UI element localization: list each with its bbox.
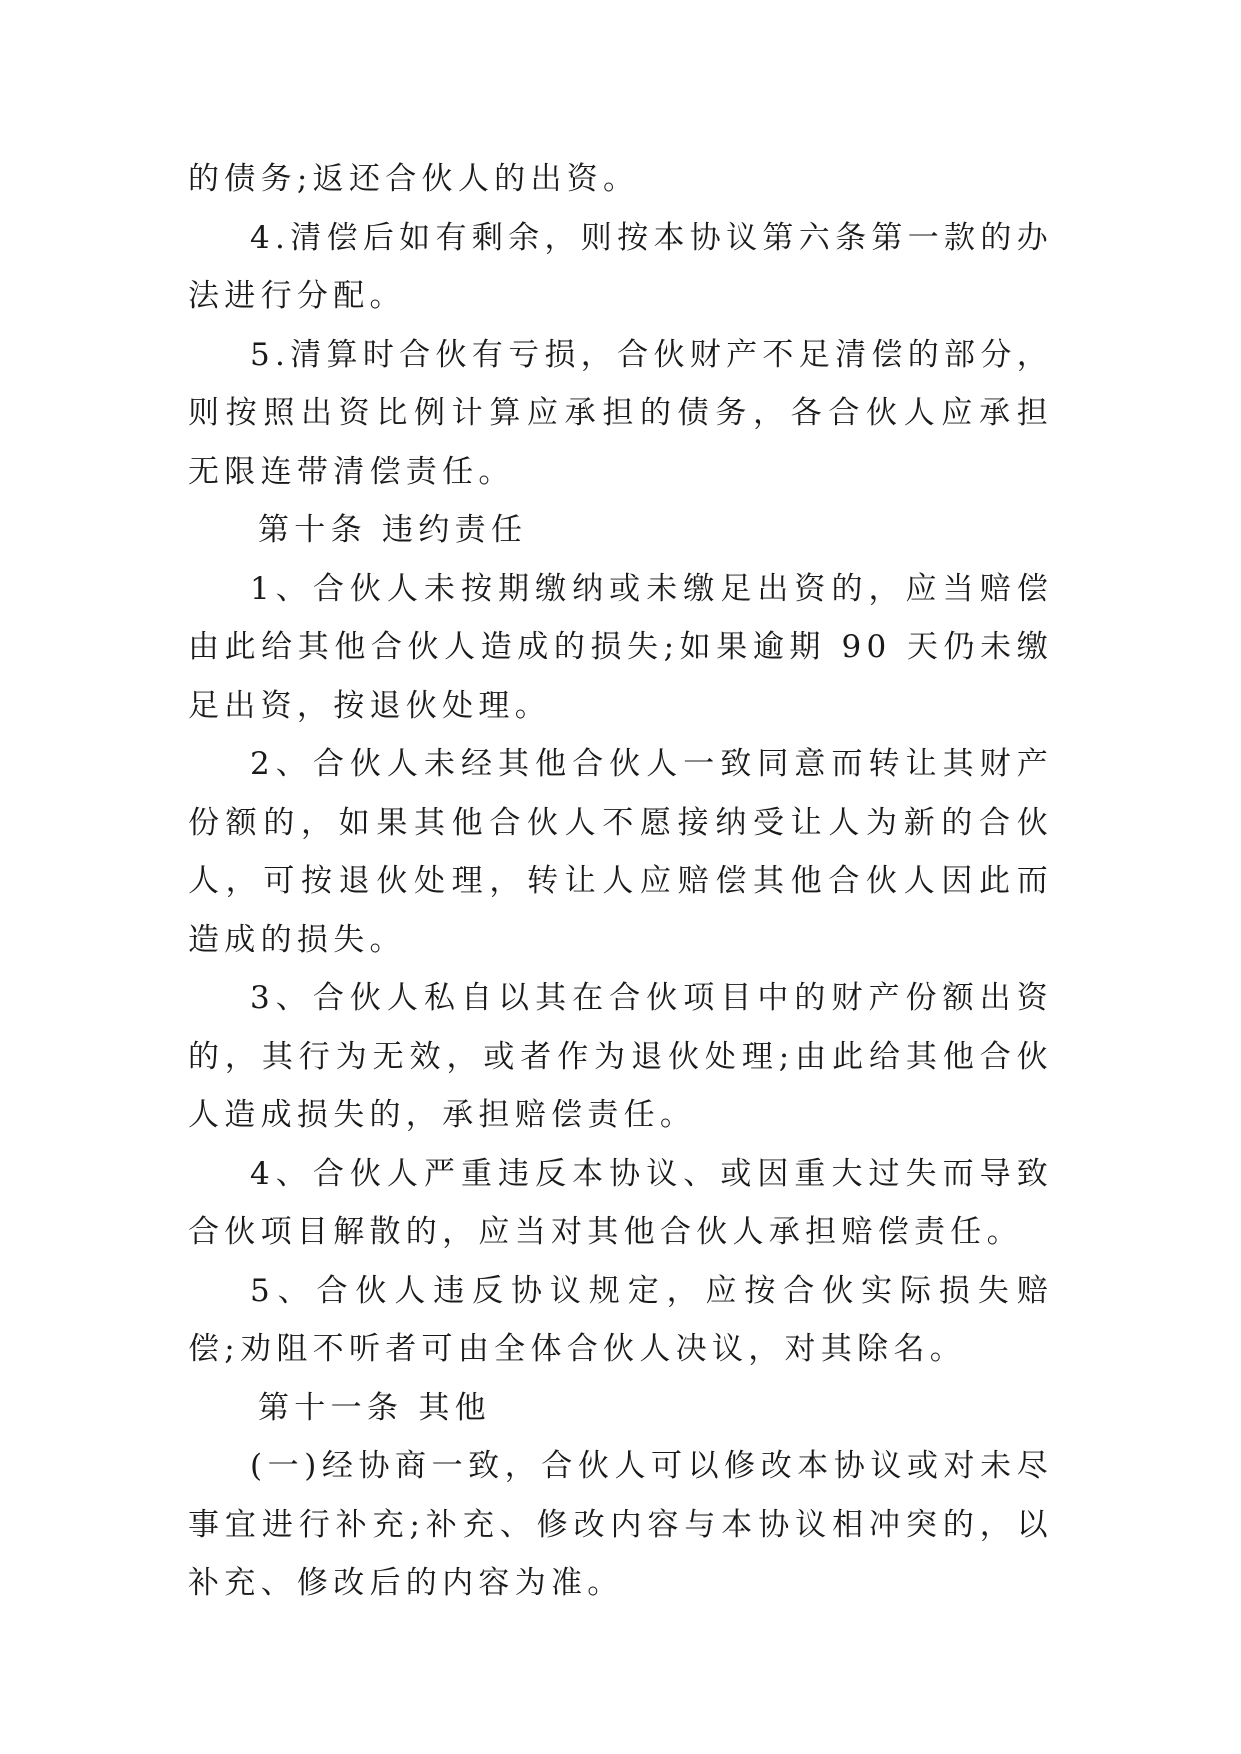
paragraph-article-10-item-2: 2、合伙人未经其他合伙人一致同意而转让其财产份额的，如果其他合伙人不愿接纳受让人为新的合伙人，可按退伙处理，转让人应赔偿其他合伙人因此而造成的损失。 [188,746,1053,958]
article-11-heading: 第十一条 其他 [258,1389,491,1426]
paragraph-article-11-item-1: (一)经协商一致，合伙人可以修改本协议或对未尽事宜进行补充;补充、修改内容与本协议相冲突的，以补充、修改后的内容为准。 [188,1448,1053,1601]
paragraph-clause-4: 4.清偿后如有剩余，则按本协议第六条第一款的办法进行分配。 [188,219,1053,314]
paragraph-article-10-item-3: 3、合伙人私自以其在合伙项目中的财产份额出资的，其行为无效，或者作为退伙处理;由此给其他合伙人造成损失的，承担赔偿责任。 [188,980,1053,1133]
document-body [188,150,1053,1613]
paragraph-article-10-item-5: 5、合伙人违反协议规定，应按合伙实际损失赔偿;劝阻不听者可由全体合伙人决议，对其除名。 [188,1272,1053,1367]
paragraph-continuation: 的债务;返还合伙人的出资。 [188,161,640,197]
paragraph-article-10-item-1: 1、合伙人未按期缴纳或未缴足出资的，应当赔偿由此给其他合伙人造成的损失;如果逾期 90 天仍未缴足出资，按退伙处理。 [188,570,1053,724]
paragraph-article-10-item-4: 4、合伙人严重违反本协议、或因重大过失而导致合伙项目解散的，应当对其他合伙人承担赔偿责任。 [188,1155,1053,1250]
paragraph-clause-5: 5.清算时合伙有亏损，合伙财产不足清偿的部分，则按照出资比例计算应承担的债务，各合伙人应承担无限连带清偿责任。 [188,336,1053,490]
article-10-heading: 第十条 违约责任 [258,512,528,548]
